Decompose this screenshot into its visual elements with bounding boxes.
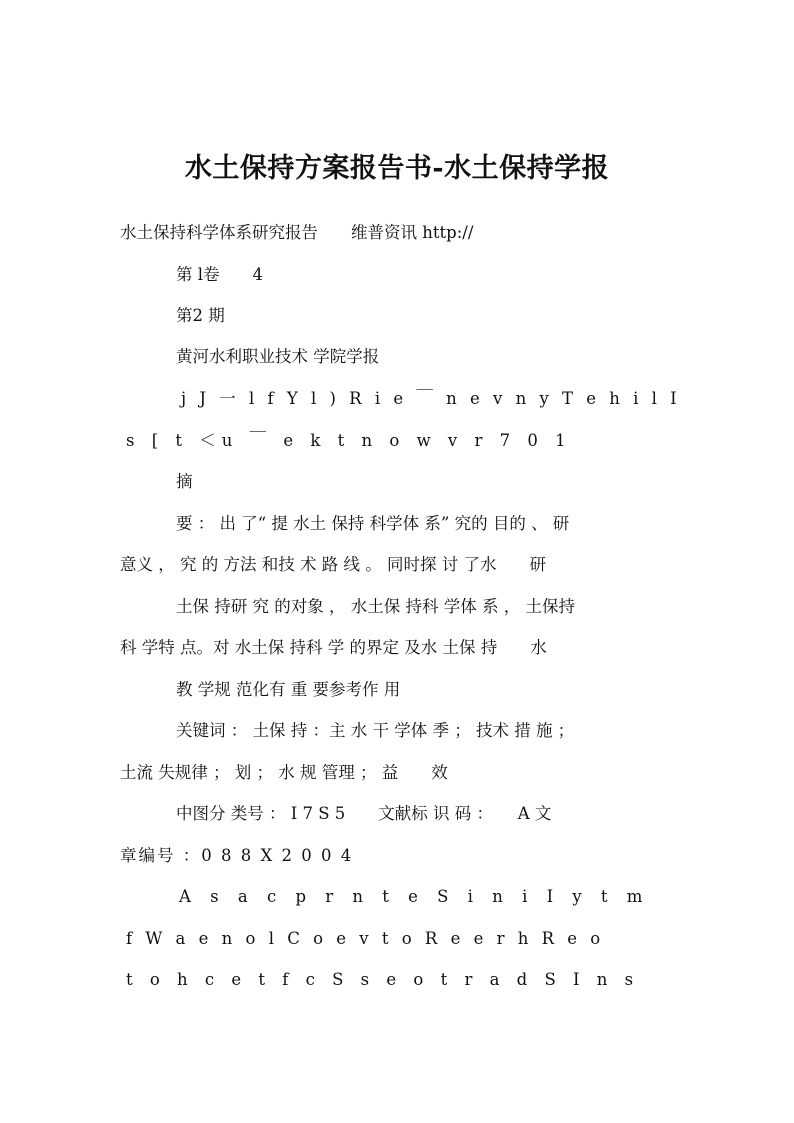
text-line: 要 ： 出 了“ 提 水土 保持 科学体 系” 究的 目的 、 研 xyxy=(176,514,570,533)
text-line: 第 l卷 4 xyxy=(176,265,264,284)
text-line: j J 一 l f Y l ) R i e ￣ n e v n y T e h i l I xyxy=(181,389,681,408)
text-line: t o h c e t f c S s e o t r a d S I n s xyxy=(126,970,640,989)
text-line: 中图分 类号 ： I 7 S 5 文献标 识 码 ： A 文 xyxy=(176,804,552,823)
text-line: 关键词 ： 土保 持 ：主 水 干 学体 季 ； 技术 措 施 ； xyxy=(176,721,575,740)
text-line: 土流 失规律 ； 划 ； 水 规 管理 ； 益 效 xyxy=(120,763,448,782)
text-line: 第2 期 xyxy=(176,306,225,325)
page-title: 水土保持方案报告书-水土保持学报 xyxy=(184,153,610,184)
text-line: 摘 xyxy=(176,472,193,491)
text-line: 水土保持科学体系研究报告 维普资讯 http:// xyxy=(120,223,474,242)
text-line: 意义 ， 究 的 方法 和技 术 路 线 。 同时探 讨 了水 研 xyxy=(120,555,546,574)
text-line: 教 学规 范化有 重 要参考作 用 xyxy=(176,680,401,699)
text-line: 土保 持研 究 的对象 ， 水土保 持科 学体 系 ， 土保持 xyxy=(176,597,575,616)
text-line: s [ t ＜u ￣ e k t n o w v r 7 0 1 xyxy=(126,431,572,450)
text-line: 章编号 ：0 8 8 X 2 0 0 4 xyxy=(120,846,354,865)
text-line: 黄河水利职业技术 学院学报 xyxy=(176,347,380,366)
text-line: A s a c p r n t e S i n i I y t m xyxy=(179,887,650,906)
text-line: 科 学特 点。对 水土保 持科 学 的界定 及水 土保 持 水 xyxy=(120,638,547,657)
text-line: f W a e n o l C o e v t o R e e r h R e o xyxy=(126,929,605,948)
